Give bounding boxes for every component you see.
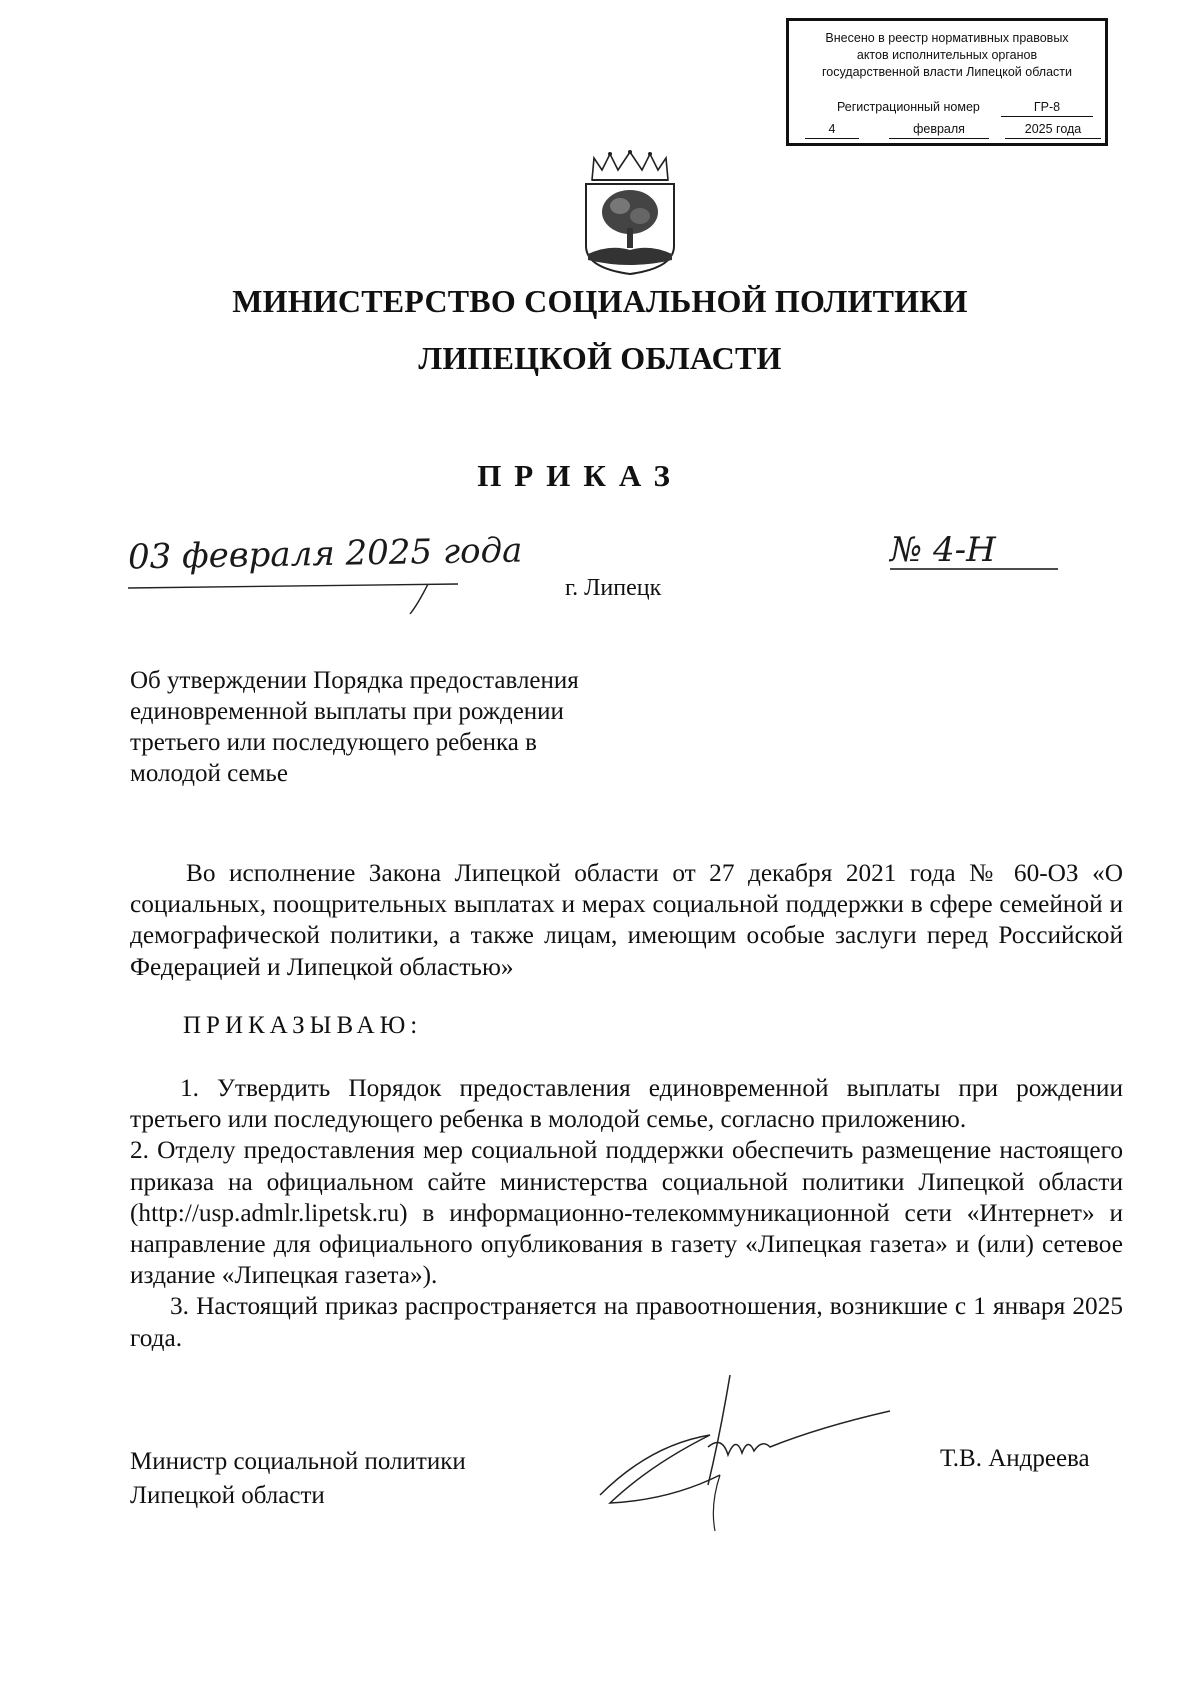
stamp-date-row [797, 121, 1097, 139]
stamp-line-3: государственной власти Липецкой области [821, 65, 1073, 79]
order-items [130, 1073, 1123, 1354]
ministry-title-line-2: ЛИПЕЦКОЙ ОБЛАСТИ [418, 340, 782, 376]
document-type-heading: ПРИКАЗ [477, 458, 683, 493]
coat-of-arms-icon [580, 150, 680, 276]
stamp-line-2: актов исполнительных органов [856, 48, 1038, 62]
stamp-year: 2025 года [1005, 121, 1101, 139]
subject-line-4: молодой семье [130, 760, 288, 787]
signatory-role-line-1: Министр социальной политики [130, 1448, 466, 1475]
order-item-2: 2. Отделу предоставления мер социальной поддержки обеспечить размещение настоящего приказа на официальном сайте министерства социальной политики Липецкой области (http://usp.admlr.lipetsk.ru) в информационно-телекоммуникационной сети «Интернет» и направление для официального опубликования в газету «Липецкая газета» и (или) сетевое издание «Липецкая газета»). [130, 1136, 1123, 1290]
handwritten-signature [590, 1375, 910, 1535]
subject-line-2: единовременной выплаты при рождении [130, 698, 564, 725]
signatory-role-line-2: Липецкой области [130, 1482, 325, 1509]
city: г. Липецк [565, 575, 662, 601]
stamp-day: 4 [805, 121, 859, 139]
signatory-role [130, 1445, 466, 1513]
ministry-title-line-1: МИНИСТЕРСТВО СОЦИАЛЬНОЙ ПОЛИТИКИ [232, 283, 968, 319]
stamp-registration-number: ГР-8 [1001, 99, 1093, 117]
order-item-1: 1. Утвердить Порядок предоставления единовременной выплаты при рождении третьего или последующего ребенка в молодой семье, согласно приложению. [130, 1074, 1123, 1134]
preamble-paragraph: Во исполнение Закона Липецкой области от 27 декабря 2021 года № 60-ОЗ «О социальных, поощрительных выплатах и мерах социальной поддержки в сфере семейной и демографической политики, а также лицам, имеющим особые заслуги перед Российской Федерацией и Липецкой областью» [130, 859, 1123, 981]
signatory-name: Т.В. Андреева [940, 1445, 1090, 1472]
order-word: ПРИКАЗЫВАЮ: [183, 1012, 423, 1039]
handwritten-number: № 4-Н [890, 530, 996, 570]
stamp-registration-row [797, 99, 1097, 117]
registry-stamp [786, 18, 1108, 146]
order-subject [130, 665, 690, 789]
number-underline [890, 566, 1060, 572]
stamp-line-1: Внесено в реестр нормативных правовых [825, 31, 1069, 45]
date-underline [128, 578, 488, 618]
subject-line-1: Об утверждении Порядка предоставления [130, 667, 579, 694]
stamp-registration-label: Регистрационный номер [837, 100, 980, 114]
handwritten-date: 03 февраля 2025 года [127, 530, 523, 578]
order-item-3: 3. Настоящий приказ распространяется на правоотношения, возникшие с 1 января 2025 года. [130, 1292, 1123, 1352]
subject-line-3: третьего или последующего ребенка в [130, 729, 537, 756]
stamp-month: февраля [889, 121, 989, 139]
